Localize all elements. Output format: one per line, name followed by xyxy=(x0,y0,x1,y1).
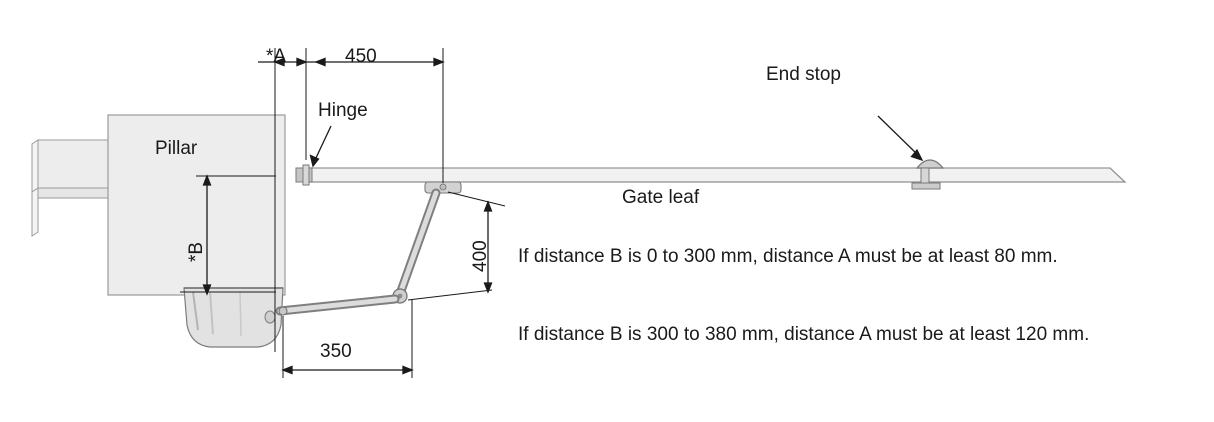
dimension-label-b: *B xyxy=(186,241,207,262)
dimension-label-450: 450 xyxy=(345,46,377,67)
operator-arm xyxy=(279,182,461,315)
end-stop-label: End stop xyxy=(766,64,841,85)
gate-leaf-label: Gate leaf xyxy=(622,187,700,208)
dimension-label-a: *A xyxy=(266,46,287,67)
gate-leaf-shape xyxy=(310,168,1125,182)
hinge-shape xyxy=(296,165,312,185)
dimension-label-350: 350 xyxy=(320,341,352,362)
extension-lines xyxy=(275,48,505,378)
operator-housing xyxy=(184,288,283,347)
note-distance-b-0-300: If distance B is 0 to 300 mm, distance A must be at least 80 mm. xyxy=(518,246,1058,267)
hinge-label: Hinge xyxy=(318,100,368,121)
dimension-label-400: 400 xyxy=(470,240,491,272)
pillar-label: Pillar xyxy=(155,138,198,159)
wall-shape xyxy=(32,140,108,236)
note-distance-b-300-380: If distance B is 300 to 380 mm, distance A must be at least 120 mm. xyxy=(518,324,1090,345)
leader-lines xyxy=(311,116,923,166)
